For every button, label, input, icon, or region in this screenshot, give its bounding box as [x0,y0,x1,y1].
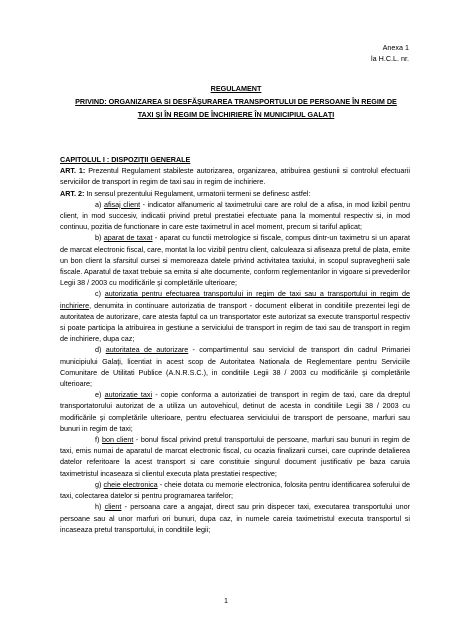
article-1-text: Prezentul Regulament stabileste autorizarea, organizarea, atribuirea gestiunii si controlul efectuarii serviciilor de transport in regim de taxi sau in regim de inchiriere. [60,166,410,187]
definition-h: h) client - persoana care a angajat, direct sau prin dispecer taxi, executarea transportului unor persoane sau al unor marfuri ori bunuri, dupa caz, in numele careia taximetristul executa transportul si incaseaza pretul transportului, in conditiile legii; [60,502,410,534]
article-2 [60,188,410,199]
annex-header [371,42,409,64]
title-line-1: REGULAMENT [210,84,262,93]
definition-b: b) aparat de taxat - aparat cu functii metrologice si fiscale, compus dintr-un taximetru si un aparat de marcat electronic fiscal, care, montat la loc vizibil pentru client, calculeaza si afiseaza pretul de plata, emite un bon client la sfarsitul cursei si memoreaza datele privind activitatea taxiului, in scopul supravegherii sale fiscale. Aparatul de taxat trebuie sa emita si alte documente, conform reglementarilor in vigoare si prevederilor Legii 38 / 2003 cu modificările şi completările ulterioare; [60,233,411,288]
article-2-text: In sensul prezentului Regulament, urmatorii termeni se definesc astfel: [84,188,311,198]
title-line-3: TAXI ŞI ÎN REGIM DE ÎNCHIRIERE ÎN MUNICIPIUL GALAŢI [137,110,335,119]
title-line-2: PRIVIND: ORGANIZAREA SI DESFĂŞURAREA TRANSPORTULUI DE PERSOANE ÎN REGIM DE [75,97,397,106]
definition-term: afisaj client [103,199,141,209]
definition-c: c) autorizatia pentru efectuarea transportului in regim de taxi sau a transportului in regim de inchiriere, denumita in continuare autorizatia de transport - document eliberat in conditiile prezentei legi de autoritatea de autorizare, care atesta faptul ca un transportator este autorizat sa execute transportul respectiv si poate participa la atribuirea in gestiune a serviciului de transport in regim de taxi sau de transport in regim de inchiriere, dupa caz; [60,289,411,344]
article-2-label: ART. 2: [60,188,85,198]
definition-term: autorizatia pentru efectuarea transportului in regim de taxi sau a transportului in regim de inchiriere [60,289,411,310]
chapter-heading: CAPITOLUL I : DISPOZIŢII GENERALE [60,155,191,164]
annex-label: Anexa 1 [382,43,409,52]
definition-d: d) autoritatea de autorizare - compartimentul sau serviciul de transport din cadrul Primariei municipiului Galaţi, licentiat in acest scop de Autoritatea Nationala de Reglementare pentru Serviciile Comunitare de Utilitati Publice (A.N.R.S.C.), in conditiile Legii 38 / 2003 cu modificările şi completările ulterioare; [60,345,410,389]
definition-term: cheie electronica [103,479,158,489]
annex-hcl-reference: la H.C.L. nr. [371,54,409,63]
definition-e: e) autorizatie taxi - copie conforma a autorizatiei de transport in regim de taxi, care da dreptul transportatorului autorizat de a utiliza un autovehicul, detinut de acesta in conditiile Legii 38 / 2003 cu modificările şi completările ulterioare, pentru efectuarea serviciului de transport de persoane, marfuri sau bunuri in regim de taxi; [60,390,410,433]
page-number: 1 [224,596,228,605]
document-body [60,154,410,535]
definition-term: aparat de taxat [103,233,153,243]
article-1-label: ART. 1: [60,166,86,176]
definition-term: autorizatie taxi [104,390,153,400]
article-1 [60,165,410,187]
definition-term: autoritatea de autorizare [105,345,189,355]
definition-g: g) cheie electronica - cheie dotata cu memorie electronica, folosita pentru identificarea soferului de taxi, colectarea datelor si pentru programarea tarifelor; [60,479,410,501]
definition-term: bon client [101,435,134,445]
definition-a: a) afisaj client - indicator alfanumeric al taximetrului care are rolul de a afisa, in mod lizibil pentru client, in mod succesiv, indicatii privind pretul prestatiei efectuate pana la momentul respectiv si, in mod continuu, pozitia de functionare in care este taximetrul in acel moment, precum si tariful aplicat; [60,199,410,232]
document-title [60,82,412,121]
definition-f: f) bon client - bonul fiscal privind pretul transportului de persoane, marfuri sau bunuri in regim de taxi, emis numai de aparatul de marcat electronic fiscal, cu ocazia finalizarii cursei, care cuprinde detalierea datelor referitoare la acest transport si care constituie singurul document justificativ pe baza caruia taximetristul incaseaza si clientul executa plata prestatiei respective; [60,435,410,478]
definition-term: client [104,502,122,512]
